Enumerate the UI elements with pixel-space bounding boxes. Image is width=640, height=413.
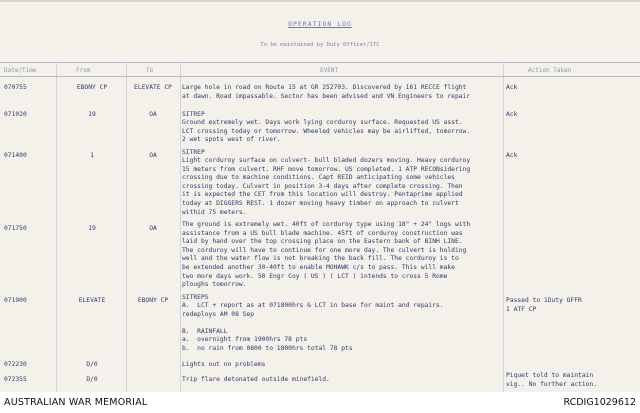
entry-action: Passed to 1Duty OFFR 1 ATF CP <box>506 297 582 313</box>
entry-time: 071900 <box>4 297 27 304</box>
sheet-top-edge <box>0 0 640 2</box>
entry-from: ELEVATE <box>78 297 106 304</box>
entry-time: 071400 <box>4 152 27 159</box>
entry-event: Lights out no problems <box>182 361 266 368</box>
entry-from: 1 <box>90 152 94 159</box>
entry-action: Ack <box>506 152 518 159</box>
entry-from: 19 <box>88 111 96 118</box>
entry-event-subject: SITREPS <box>182 294 209 301</box>
entry-time: 071020 <box>4 111 27 118</box>
entry-to: OA <box>149 111 157 118</box>
entry-event-subject: SITREP <box>182 111 205 118</box>
entry-time: 072230 <box>4 361 27 368</box>
archive-footer <box>0 392 640 413</box>
column-header-time: Date/Time <box>4 67 37 74</box>
archive-reference: RCDIG1029612 <box>563 397 636 408</box>
entry-to: OA <box>149 152 157 159</box>
column-header-from: From <box>76 67 91 74</box>
entry-action: Piquet told to maintain vig.. No further action. <box>506 372 597 388</box>
entry-time: 071750 <box>4 225 27 232</box>
entry-action: Ack <box>506 111 518 118</box>
entry-event: Light corduroy surface on culvert- bull bladed dozers moving. Heavy corduroy 15 meters from culvert. RHF move tomorrow. US completed. 1 ATP RECONsidering crossing due to machine conditions. Capt REID anticipating some vehicles crossing today. Culvert in position 3-4 days after complete crossing. Then it is expected the CET from this location will destroy. Pentaprime applied today at DIGGERS REST. 1 dozer moving heavy timber on approach to culvert withid 75 meters. <box>182 157 471 216</box>
page-subtitle: To be maintained by Duty Officer/ITC <box>260 42 380 48</box>
entry-to: EBONY CP <box>137 297 169 304</box>
header-rule-bottom <box>0 76 640 77</box>
header-rule-top <box>0 62 640 63</box>
entry-event: Trip flare detonated outside minefield. <box>182 376 330 383</box>
column-header-to: To <box>146 67 154 74</box>
entry-event-subject: SITREP <box>182 149 205 156</box>
entry-from: 19 <box>88 225 96 232</box>
entry-from: D/0 <box>86 376 98 383</box>
entry-event: The ground is extremely wet. 40ft of corduroy type using 18" + 24" logs with assistance from a US bull blade machine. 45ft of corduroy construction was laid by hand over the top crossing place on the Eastern bank of BINH LINE. The corduroy will have to continue for one more day. The culvert is holding well and the water flow is not breaking the back fill. The corduroy is to be extended another 30-40ft to enable MOHAWK c/s to pass. This will make two more days work. 50 Engr Coy ( US ) ( LCT ) intends to cross 5 Rome ploughs tomorrow. <box>182 221 471 289</box>
page-title: OPERATION LOG <box>288 20 352 28</box>
entry-event: Ground extremely wet. Days work lying corduroy surface. Requested US asst. LCT crossing today or tomorrow. Wheeled vehicles may be airlifted, tomorrow. 2 wet spots west of river. <box>182 119 471 144</box>
entry-event: Large hole in road on Route 15 at GR 252703. Discovered by 161 RECCE flight at dawn. Road impassable. Sector has been advised and VN Engineers to repair <box>182 84 471 100</box>
column-divider <box>503 62 504 392</box>
entry-from: D/0 <box>86 361 98 368</box>
archive-credit: AUSTRALIAN WAR MEMORIAL <box>4 397 148 408</box>
entry-from: EBONY CP <box>76 84 108 91</box>
column-divider <box>180 62 181 392</box>
entry-to: OA <box>149 225 157 232</box>
entry-action: Ack <box>506 84 518 91</box>
entry-to: ELEVATE CP <box>134 84 172 91</box>
entry-time: 070755 <box>4 84 27 91</box>
column-header-action: Action Taken <box>528 67 572 74</box>
column-header-event: EVENT <box>320 67 339 74</box>
entry-time: 072355 <box>4 376 27 383</box>
entry-event: A. LCT + report as at 071800hrs & LCT in base for maint and repairs. redeploys AM 08 Sep B. RAINFALL a. overnight from 1900hrs 78 pts b. no rain from 0800 to 1800hrs total 78 pts <box>182 302 444 352</box>
column-divider <box>126 62 127 392</box>
column-divider <box>56 62 57 392</box>
